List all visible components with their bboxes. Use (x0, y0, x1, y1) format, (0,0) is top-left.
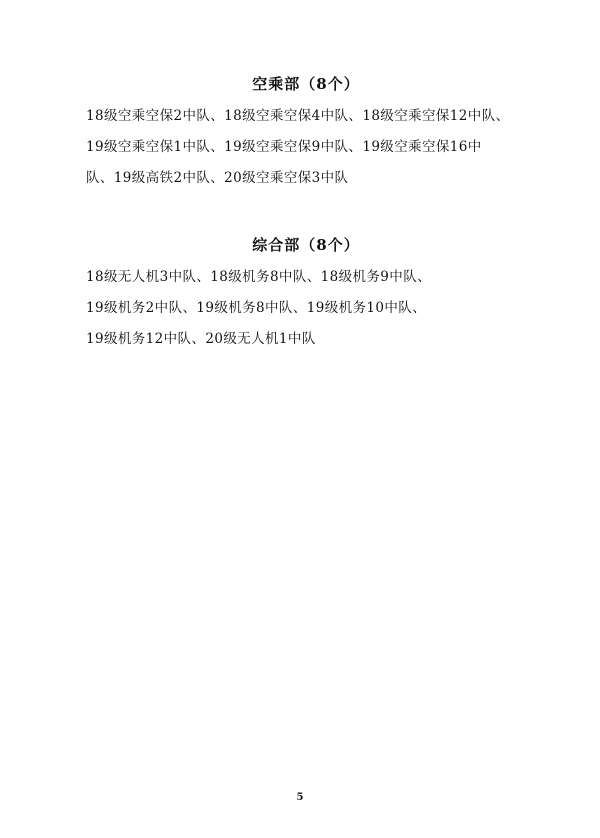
text-line: 队、19级高铁2中队、20级空乘空保3中队 (86, 170, 349, 186)
page-number: 5 (296, 792, 304, 803)
text-line: 19级空乘空保1中队、19级空乘空保9中队、19级空乘空保16中 (86, 139, 482, 155)
section-flight-attendant-dept (86, 71, 526, 194)
text-line: 19级机务2中队、19级机务8中队、19级机务10中队、 (86, 300, 427, 316)
text-line: 18级空乘空保2中队、18级空乘空保4中队、18级空乘空保12中队、 (86, 108, 510, 124)
section-heading: 综合部（8个） (252, 236, 360, 254)
text-line: 19级机务12中队、20级无人机1中队 (86, 331, 316, 347)
section-general-dept (86, 232, 526, 355)
section-heading: 空乘部（8个） (252, 75, 360, 93)
text-line: 18级无人机3中队、18级机务8中队、18级机务9中队、 (86, 269, 432, 285)
